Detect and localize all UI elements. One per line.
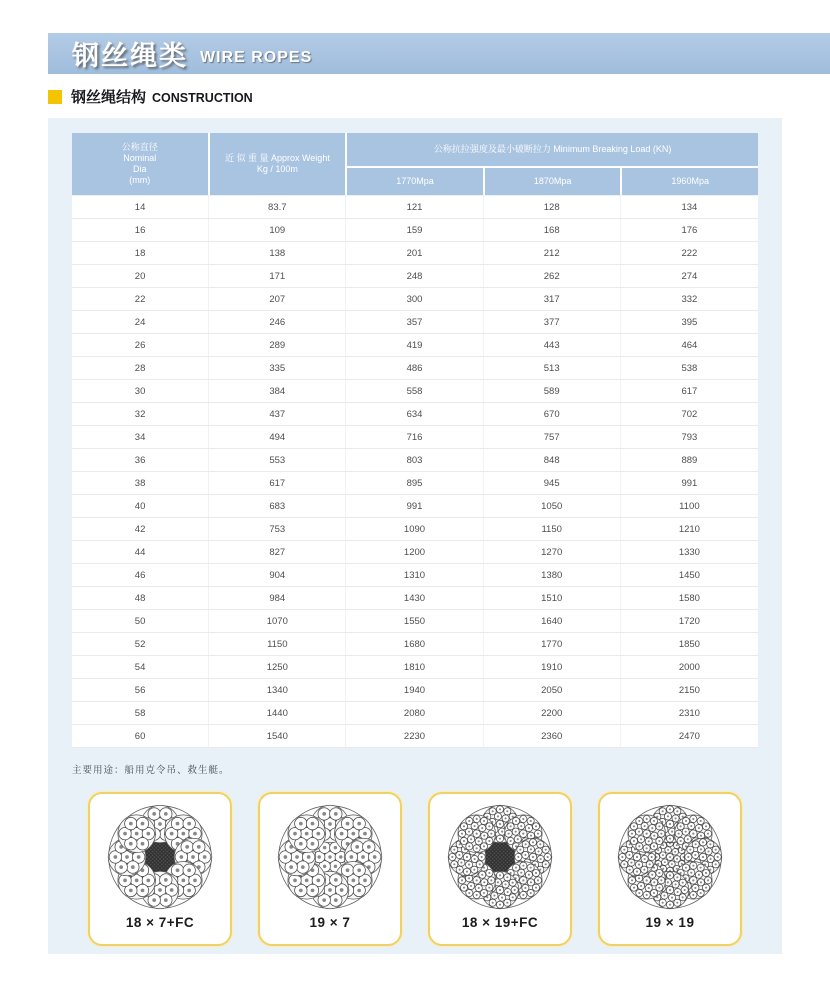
rope-label: 18 × 19+FC [461,915,539,930]
table-row [72,725,758,748]
table-cell: 384 [209,380,346,402]
table-cell: 1850 [678,638,700,650]
table-cell: 335 [209,357,346,379]
table-cell: 357 [346,311,483,333]
table-cell: 2080 [346,702,483,724]
table-cell: 1810 [346,656,483,678]
table-cell: 793 [681,431,698,443]
table-row [72,357,758,380]
table-cell: 1050 [484,495,621,517]
table-cell: 317 [484,288,621,310]
table-row [72,610,758,633]
table-cell: 757 [484,426,621,448]
table-cell: 109 [209,219,346,241]
table-row [72,288,758,311]
table-cell: 212 [484,242,621,264]
table-cell: 30 [72,380,209,402]
table-cell: 895 [346,472,483,494]
specs-table [72,133,758,748]
table-cell: 395 [681,316,698,328]
table-cell: 22 [72,288,209,310]
table-cell: 2310 [678,707,700,719]
table-cell: 42 [72,518,209,540]
page-title-zh: 钢丝绳类 [72,41,188,71]
rope-card [598,792,742,946]
table-row [72,633,758,656]
table-cell: 52 [72,633,209,655]
page-banner [48,33,830,74]
table-cell: 2470 [678,730,700,742]
table-cell: 201 [346,242,483,264]
table-cell: 222 [681,247,698,259]
table-cell: 1580 [678,592,700,604]
table-cell: 443 [484,334,621,356]
table-cell: 683 [209,495,346,517]
header-1770mpa: 1770Mpa [347,168,483,195]
table-cell: 274 [681,270,698,282]
header-breaking-load: 公称抗拉强度及最小破断拉力 Minimum Breaking Load (KN) [347,133,758,166]
table-cell: 32 [72,403,209,425]
table-cell: 1910 [484,656,621,678]
table-cell: 827 [209,541,346,563]
table-cell: 2050 [484,679,621,701]
table-cell: 289 [209,334,346,356]
table-cell: 702 [681,408,698,420]
table-cell: 171 [209,265,346,287]
table-cell: 1310 [346,564,483,586]
table-cell: 589 [484,380,621,402]
section-heading [48,86,253,107]
table-row [72,334,758,357]
table-cell: 753 [209,518,346,540]
table-row [72,472,758,495]
table-cell: 1100 [679,500,700,512]
table-cell: 904 [209,564,346,586]
table-cell: 121 [346,196,483,218]
table-cell: 134 [681,201,698,213]
header-nominal-dia: 公称直径 Nominal Dia (mm) [72,133,208,195]
table-cell: 1380 [484,564,621,586]
table-cell: 1540 [209,725,346,747]
table-row [72,702,758,725]
table-cell: 617 [681,385,698,397]
table-cell: 889 [681,454,698,466]
table-cell: 176 [681,224,698,236]
rope-construction-cards [88,792,742,946]
table-cell: 486 [346,357,483,379]
table-cell: 670 [484,403,621,425]
table-cell: 437 [209,403,346,425]
table-header [72,133,758,195]
rope-cross-section-image [445,801,555,913]
table-cell: 2230 [346,725,483,747]
table-cell: 2150 [678,684,700,696]
table-cell: 803 [346,449,483,471]
table-row [72,403,758,426]
table-cell: 634 [346,403,483,425]
table-row [72,656,758,679]
table-cell: 1640 [484,610,621,632]
table-cell: 464 [681,339,698,351]
table-cell: 40 [72,495,209,517]
rope-cross-section-image [615,801,725,913]
table-cell: 1210 [678,523,700,535]
rope-card [428,792,572,946]
content-panel [48,118,782,954]
table-cell: 83.7 [209,196,346,218]
rope-card [88,792,232,946]
header-approx-weight: 近 似 重 量 Approx Weight Kg / 100m [210,133,346,195]
table-cell: 46 [72,564,209,586]
yellow-square-icon [48,90,62,104]
table-cell: 246 [209,311,346,333]
table-row [72,426,758,449]
table-row [72,196,758,219]
table-row [72,219,758,242]
table-row [72,564,758,587]
table-cell: 1150 [209,633,346,655]
rope-card [258,792,402,946]
table-cell: 538 [681,362,698,374]
table-row [72,679,758,702]
table-row [72,495,758,518]
table-cell: 1940 [346,679,483,701]
table-cell: 34 [72,426,209,448]
table-cell: 1270 [484,541,621,563]
table-cell: 494 [209,426,346,448]
table-cell: 419 [346,334,483,356]
header-1870mpa: 1870Mpa [485,168,621,195]
header-1960mpa: 1960Mpa [622,168,758,195]
table-row [72,265,758,288]
table-cell: 1440 [209,702,346,724]
table-cell: 36 [72,449,209,471]
table-body [72,196,758,748]
page-title-en: WIRE ROPES [200,48,313,66]
table-cell: 18 [72,242,209,264]
rope-label: 19 × 19 [645,915,695,930]
table-cell: 1330 [678,546,700,558]
rope-cross-section-image [105,801,215,913]
table-cell: 16 [72,219,209,241]
table-cell: 1090 [346,518,483,540]
table-cell: 1770 [484,633,621,655]
table-row [72,311,758,334]
table-cell: 553 [209,449,346,471]
table-row [72,587,758,610]
table-cell: 2360 [484,725,621,747]
table-cell: 617 [209,472,346,494]
table-cell: 2000 [678,661,700,673]
table-cell: 1200 [346,541,483,563]
table-cell: 54 [72,656,209,678]
table-row [72,449,758,472]
table-cell: 262 [484,265,621,287]
table-cell: 991 [346,495,483,517]
table-cell: 58 [72,702,209,724]
table-cell: 28 [72,357,209,379]
table-cell: 14 [72,196,209,218]
table-cell: 558 [346,380,483,402]
table-cell: 138 [209,242,346,264]
table-cell: 1450 [678,569,700,581]
table-cell: 716 [346,426,483,448]
table-cell: 1340 [209,679,346,701]
section-title-en: CONSTRUCTION [152,90,253,105]
table-cell: 991 [681,477,698,489]
table-cell: 20 [72,265,209,287]
rope-label: 19 × 7 [309,915,351,930]
table-cell: 1250 [209,656,346,678]
table-cell: 38 [72,472,209,494]
table-cell: 207 [209,288,346,310]
table-cell: 1070 [209,610,346,632]
table-cell: 332 [681,293,698,305]
table-cell: 248 [346,265,483,287]
rope-label: 18 × 7+FC [125,915,195,930]
table-row [72,518,758,541]
table-row [72,242,758,265]
table-cell: 60 [72,725,209,747]
table-cell: 513 [484,357,621,379]
table-cell: 1510 [484,587,621,609]
table-cell: 300 [346,288,483,310]
table-cell: 56 [72,679,209,701]
rope-cross-section-image [275,801,385,913]
table-cell: 159 [346,219,483,241]
table-cell: 984 [209,587,346,609]
table-cell: 1430 [346,587,483,609]
table-cell: 1680 [346,633,483,655]
table-cell: 1720 [678,615,700,627]
section-title-zh: 钢丝绳结构 [71,89,147,106]
table-cell: 945 [484,472,621,494]
table-cell: 2200 [484,702,621,724]
table-cell: 48 [72,587,209,609]
table-cell: 128 [484,196,621,218]
table-cell: 44 [72,541,209,563]
usage-footnote: 主要用途：船用克令吊、救生艇。 [72,765,230,776]
table-cell: 377 [484,311,621,333]
table-row [72,380,758,403]
table-row [72,541,758,564]
table-cell: 1150 [484,518,621,540]
table-cell: 1550 [346,610,483,632]
table-cell: 24 [72,311,209,333]
table-cell: 848 [484,449,621,471]
table-cell: 26 [72,334,209,356]
table-cell: 50 [72,610,209,632]
table-cell: 168 [484,219,621,241]
